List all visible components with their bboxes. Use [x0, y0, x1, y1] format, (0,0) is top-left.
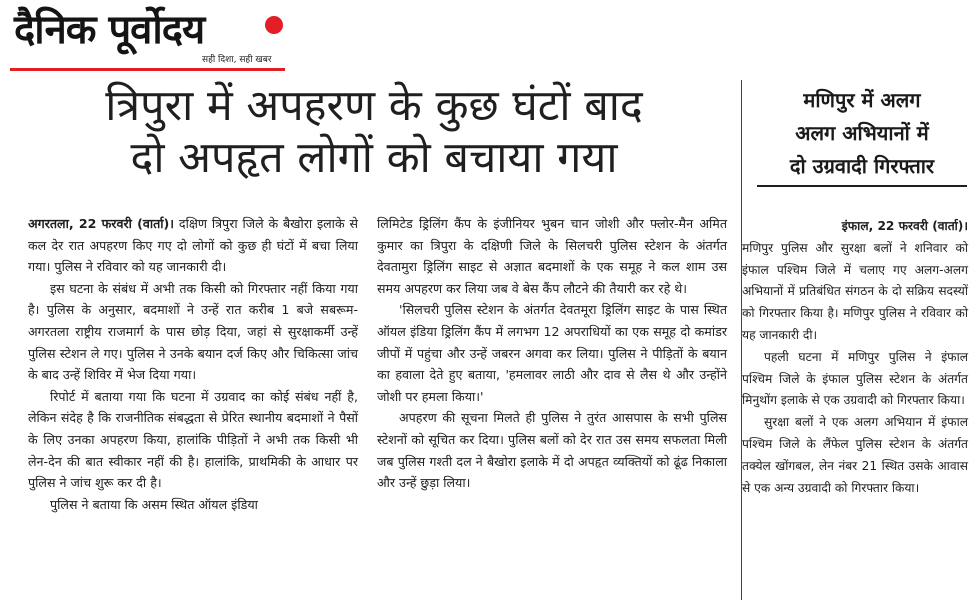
logo-red-dot	[265, 16, 283, 34]
article-paragraph: रिपोर्ट में बताया गया कि घटना में उग्रवाद का कोई संबंध नहीं है, लेकिन संदेह है कि राजनीतिक संबद्धता से प्रेरित स्थानीय बदमाशों ने पैसों के लिए उनका अपहरण किया, हालांकि पीड़ितों ने अभी तक किसी भी लेन-देन की बात स्वीकार नहीं की है। हालांकि, प्राथमिकी के आधार पर पुलिस ने जांच शुरू कर दी है।	[28, 388, 358, 491]
newspaper-logo: दैनिक पूर्वोदय	[14, 7, 205, 53]
main-headline	[14, 80, 734, 184]
article-column-1	[28, 213, 358, 515]
masthead-rule	[10, 68, 285, 71]
side-headline-line-3: दो उग्रवादी गिरफ्तार	[789, 154, 935, 178]
masthead-tagline: सही दिशा, सही खबर	[202, 55, 272, 65]
side-paragraph: मणिपुर पुलिस और सुरक्षा बलों ने शनिवार को इंफाल पश्चिम जिले में चलाए गए अलग-अलग अभियानों में प्रतिबंधित संगठन के दो सक्रिय सदस्यों को गिरफ्तार किया है। मणिपुर पुलिस ने रविवार को यह जानकारी दी।	[742, 240, 968, 342]
masthead	[10, 6, 285, 72]
side-headline-line-1: मणिपुर में अलग	[803, 88, 921, 112]
article-paragraph: पुलिस ने बताया कि असम स्थित ऑयल इंडिया	[50, 496, 258, 512]
article-column-2	[377, 213, 727, 494]
side-headline	[752, 84, 972, 183]
article-paragraph: लिमिटेड ड्रिलिंग कैंप के इंजीनियर भुबन चान जोशी और फ्लोर-मैन अमित कुमार का त्रिपुरा के दक्षिणी जिले के सिलचरी पुलिस स्टेशन के अंतर्गत देवतामुरा ड्रिलिंग साइट से अज्ञात बदमाशों के एक समूह ने कल शाम उस समय अपहरण कर लिया जब वे बेस कैंप लौटने की तैयारी कर रहे थे।	[377, 216, 727, 296]
side-paragraph: पहली घटना में मणिपुर पुलिस ने इंफाल पश्चिम जिले के इंफाल पुलिस स्टेशन के अंतर्गत मिनुथोंग इलाके से एक उग्रवादी को गिरफ्तार किया।	[742, 349, 968, 408]
article-paragraph: अगरतला, 22 फरवरी (वार्ता)। दक्षिण त्रिपुरा जिले के बैखोरा इलाके से कल देर रात अपहरण किए गए दो लोगों को कुछ ही घंटों में बचा लिया गया। पुलिस ने रविवार को यह जानकारी दी।	[28, 216, 358, 275]
side-headline-rule	[757, 185, 967, 187]
article-paragraph: इस घटना के संबंध में अभी तक किसी को गिरफ्तार नहीं किया गया है। पुलिस के अनुसार, बदमाशों ने उन्हें रात करीब 1 बजे सबरूम-अगरतला राष्ट्रीय राजमार्ग के पास छोड़ दिया, जहां से सुरक्षाकर्मी उन्हें पुलिस स्टेशन ले गए। पुलिस ने उनके बयान दर्ज किए और चिकित्सा जांच के बाद उन्हें शिविर में भेज दिया गया।	[28, 280, 358, 383]
headline-line-2: दो अपहृत लोगों को बचाया गया	[130, 133, 618, 183]
side-article-column	[742, 216, 968, 499]
article-paragraph: अपहरण की सूचना मिलते ही पुलिस ने तुरंत आसपास के सभी पुलिस स्टेशनों को सूचित कर दिया। पुलिस बलों को देर रात उस समय सफलता मिली जब पुलिस गश्ती दल ने बैखोरा इलाके में दो अपहृत व्यक्तियों को ढूंढ निकाला और उन्हें छुड़ा लिया।	[377, 410, 727, 491]
dateline: अगरतला, 22 फरवरी (वार्ता)।	[28, 216, 175, 231]
side-headline-line-2: अलग अभियानों में	[795, 121, 929, 145]
side-paragraph: सुरक्षा बलों ने एक अलग अभियान में इंफाल पश्चिम जिले के लैंफेल पुलिस स्टेशन के अंतर्गत तक्येल खोंगबल, लेन नंबर 21 स्थित उसके आवास से एक अन्य उग्रवादी को गिरफ्तार किया।	[742, 415, 968, 495]
headline-line-1: त्रिपुरा में अपहरण के कुछ घंटों बाद	[105, 81, 643, 131]
side-dateline: इंफाल, 22 फरवरी (वार्ता)।	[841, 219, 968, 233]
article-paragraph: 'सिलचरी पुलिस स्टेशन के अंतर्गत देवतमूरा ड्रिलिंग साइट के पास स्थित ऑयल इंडिया ड्रिलिंग कैंप में लगभग 12 अपराधियों का एक समूह दो कमांडर जीपों में पहुंचा और उन्हें जबरन अगवा कर लिया। पुलिस ने पीड़ितों के बयान का हवाला देते हुए बताया, 'हमलावर लाठी और दाव से लैस थे और उन्होंने जोशी पर हमला किया।'	[377, 302, 727, 404]
